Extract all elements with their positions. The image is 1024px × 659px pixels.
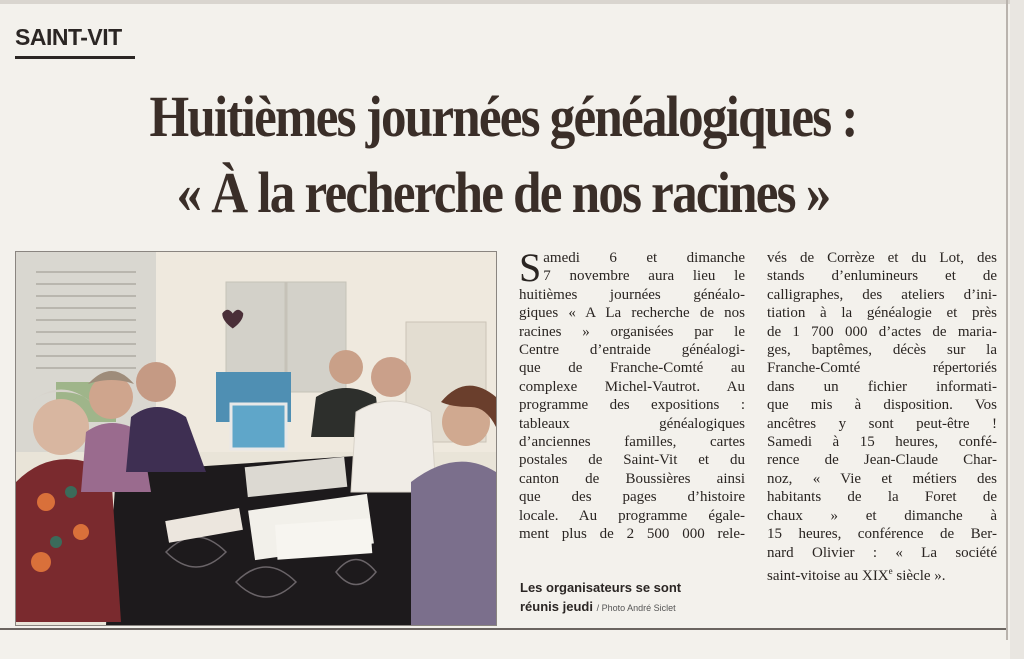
caption-line-1: Les organisateurs se sont [520,580,682,595]
text-line: vés de Corrèze et du Lot, des [767,250,997,266]
text-line: que de Franche-Comté au [519,360,745,377]
text-line: ges, baptêmes, décès sur la [767,342,997,359]
text-fragment: saint-vitoise au XIX [767,567,889,584]
text-line: tableaux généalogiques [519,415,745,432]
text-line: programme des expositions : [519,397,745,414]
text-line: canton de Boussières ainsi [519,470,745,487]
bottom-rule [0,628,1006,630]
column-rule [1006,0,1008,640]
text-line: habitants de la Foret de [767,489,997,506]
article-column-2 [767,249,997,585]
photo-illustration [16,252,496,625]
adjacent-article-edge [1010,0,1024,659]
text-line: rence de Jean-Claude Char- [767,452,997,469]
article-photo [15,251,497,626]
text-line: stands d’enlumineurs et de [767,268,997,285]
photo-credit: / Photo André Siclet [596,603,676,613]
text-line: chaux » et dimanche à [767,507,997,524]
text-line: d’anciennes familles, cartes [519,434,745,451]
text-line: giques « A La recherche de nos [519,305,745,322]
article-column-1 [519,245,745,544]
text-line: ancêtres y sont peut-être ! [767,415,997,432]
text-line: que des pages d’histoire [519,489,745,506]
text-line-last [767,562,997,585]
text-line: ment plus de 2 500 000 rele- [519,526,745,543]
text-line: dans un fichier informati- [767,378,997,395]
text-fragment: siècle ». [892,567,946,584]
text-line: Samedi à 15 heures, confé- [767,434,997,451]
text-line: 7 novembre aura lieu le [543,268,745,285]
text-line: huitièmes journées généalo- [519,286,745,303]
section-label: SAINT-VIT [15,24,122,50]
text-line: que mis à disposition. Vos [767,397,997,414]
text-line: Centre d’entraide généalogi- [519,342,745,359]
headline-line-2: « À la recherche de nos racines » [176,160,830,225]
text-line: 15 heures, conférence de Ber- [767,526,997,543]
drop-cap: S [519,245,542,290]
top-rule [0,0,1010,4]
superscript: e [888,565,893,576]
text-line: calligraphes, des ateliers d’ini- [767,286,997,303]
text-line: Franche-Comté répertoriés [767,360,997,377]
text-line: amedi 6 et dimanche [543,250,745,266]
headline-line-1: Huitièmes journées généalogiques : [149,84,857,149]
text-line: racines » organisées par le [519,323,745,340]
text-line: noz, « Vie et métiers des [767,470,997,487]
text-line: de 1 700 000 d’actes de maria- [767,323,997,340]
text-line: locale. Au programme égale- [519,507,745,524]
caption-line-2-text: réunis jeudi [520,599,593,614]
text-line: complexe Michel-Vautrot. Au [519,378,745,395]
section-underline [15,56,135,59]
text-line: nard Olivier : « La société [767,544,997,561]
text-line: postales de Saint-Vit et du [519,452,745,469]
photo-caption [520,578,750,618]
caption-line-2 [520,597,750,618]
text-line: tiation à la généalogie et près [767,305,997,322]
